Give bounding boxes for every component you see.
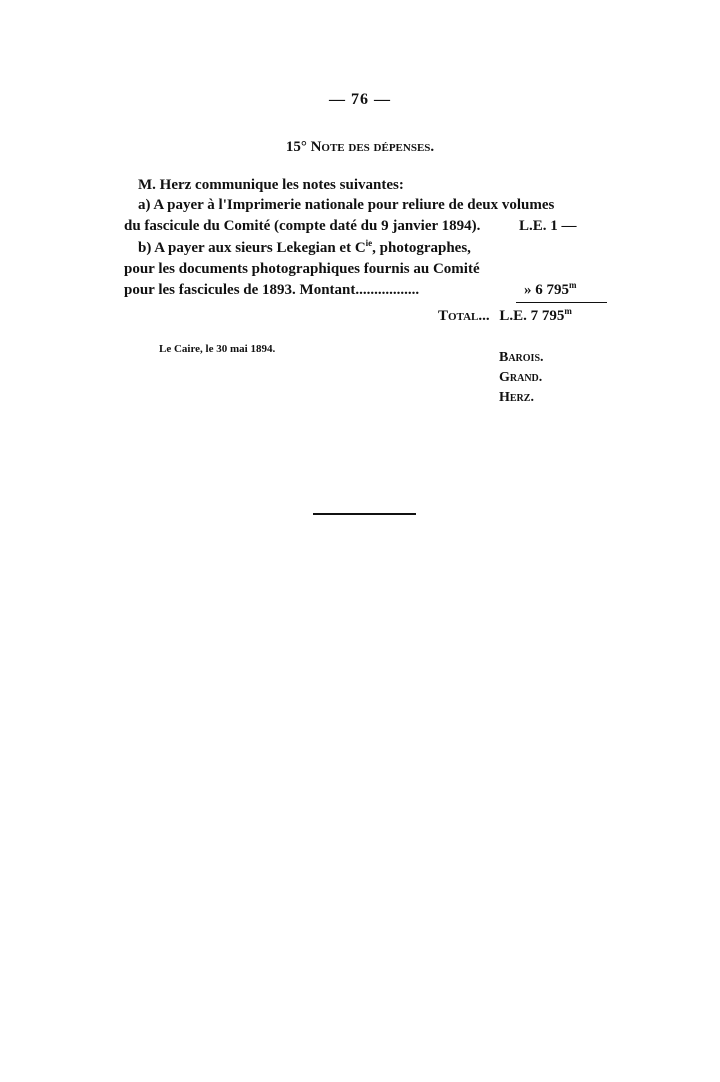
signatory-grand: Grand. (499, 370, 543, 385)
item-b-amount-value: » 6 795 (524, 282, 569, 298)
item-b-line-1-text: b) A payer aux sieurs Lekegian et C (138, 240, 366, 256)
total-label: Total... (438, 308, 490, 324)
total-amount: L.E. 7 795 (499, 308, 565, 324)
item-b-amount (524, 282, 577, 299)
section-number: 15° (285, 139, 307, 155)
item-b-amount-unit: m (569, 280, 577, 290)
section-heading: Note des dépenses. (310, 139, 435, 155)
item-b-line-2: pour les documents photographiques fournis au Comité (124, 261, 480, 277)
total-rule (516, 302, 607, 303)
item-a-amount: L.E. 1 — (519, 218, 577, 234)
item-b-line-1-superscript: ie (365, 238, 373, 248)
item-a-line-1: a) A payer à l'Imprimerie nationale pour reliure de deux volumes (138, 197, 555, 213)
signatory-herz: Herz. (499, 390, 534, 405)
item-a-line-2: du fascicule du Comité (compte daté du 9 janvier 1894). (124, 218, 481, 234)
intro-paragraph: M. Herz communique les notes suivantes: (138, 177, 404, 193)
total-line (438, 308, 572, 325)
date-line: Le Caire, le 30 mai 1894. (159, 343, 276, 355)
page-number: — 76 — (329, 91, 391, 108)
total-amount-unit: m (564, 306, 572, 316)
item-b-line-3: pour les fascicules de 1893. Montant................. (124, 282, 420, 298)
section-title (0, 139, 720, 156)
signatory-barois: Barois. (499, 350, 544, 365)
end-rule (313, 513, 416, 515)
item-b-line-1 (138, 240, 471, 257)
item-b-line-1-rest: , photographes, (372, 240, 471, 256)
